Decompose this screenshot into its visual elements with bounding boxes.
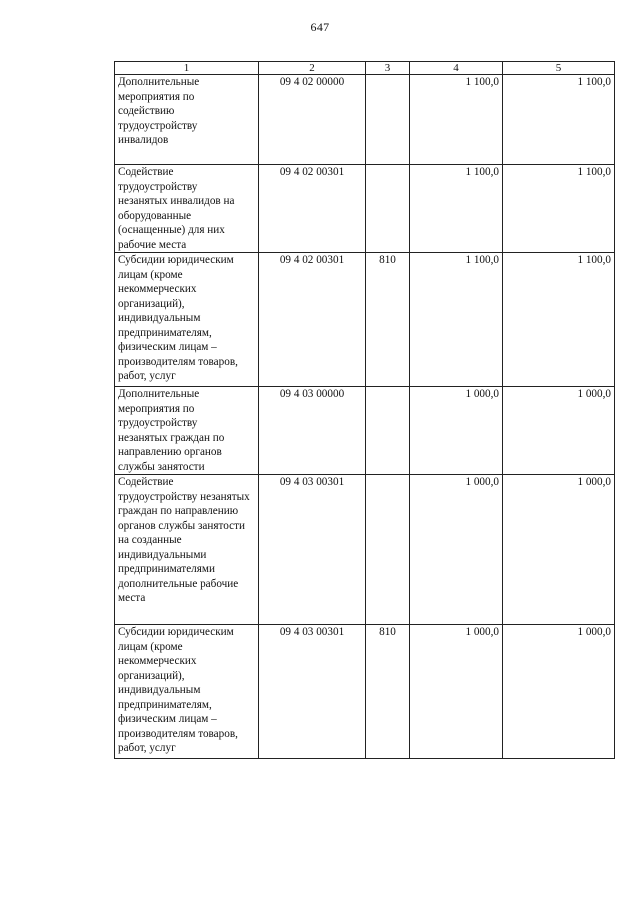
row-value-col4: 1 100,0 [410,253,503,387]
row-name-cell [115,253,259,387]
row-value-col4: 1 000,0 [410,625,503,759]
header-col-4: 4 [410,62,503,75]
row-value-col5: 1 100,0 [503,75,615,165]
table-row [115,625,615,759]
row-name: Содействие трудоустройству незанятых граждан по направлению органов службы занятости на созданные индивидуальными предпринимателями дополнительные рабочие места [118,476,250,604]
row-code: 09 4 03 00000 [259,387,366,475]
row-expense-type [366,387,410,475]
budget-table [114,61,615,759]
row-name-cell [115,387,259,475]
row-expense-type [366,475,410,625]
row-value-col5: 1 100,0 [503,165,615,253]
row-name: Субсидии юридическим лицам (кроме некоммерческих организаций), индивидуальным предпринимателям, физическим лицам – производителям товаров, работ, услуг [118,254,238,382]
row-code: 09 4 02 00301 [259,165,366,253]
row-expense-type [366,165,410,253]
row-name: Содействие трудоустройству незанятых инвалидов на оборудованные (оснащенные) для них рабочие места [118,166,235,251]
row-code: 09 4 02 00301 [259,253,366,387]
row-value-col4: 1 000,0 [410,475,503,625]
header-col-5: 5 [503,62,615,75]
table-row [115,475,615,625]
row-name-cell [115,165,259,253]
row-code: 09 4 02 00000 [259,75,366,165]
row-code: 09 4 03 00301 [259,625,366,759]
row-name-cell [115,75,259,165]
row-value-col5: 1 100,0 [503,253,615,387]
row-value-col4: 1 000,0 [410,387,503,475]
row-name: Дополнительные мероприятия по трудоустройству незанятых граждан по направлению органов службы занятости [118,388,225,473]
row-expense-type [366,75,410,165]
table-row [115,387,615,475]
row-name-cell [115,475,259,625]
row-name: Субсидии юридическим лицам (кроме некоммерческих организаций), индивидуальным предпринимателям, физическим лицам – производителям товаров, работ, услуг [118,626,238,754]
row-expense-type: 810 [366,253,410,387]
row-name: Дополнительные мероприятия по содействию трудоустройству инвалидов [118,76,200,146]
row-value-col4: 1 100,0 [410,75,503,165]
table-row [115,75,615,165]
row-name-cell [115,625,259,759]
table-row [115,165,615,253]
header-col-1: 1 [115,62,259,75]
header-col-2: 2 [259,62,366,75]
row-expense-type: 810 [366,625,410,759]
row-value-col4: 1 100,0 [410,165,503,253]
row-value-col5: 1 000,0 [503,387,615,475]
row-value-col5: 1 000,0 [503,475,615,625]
row-code: 09 4 03 00301 [259,475,366,625]
header-row [115,62,615,75]
row-value-col5: 1 000,0 [503,625,615,759]
table-row [115,253,615,387]
header-col-3: 3 [366,62,410,75]
page-number: 647 [310,20,330,34]
